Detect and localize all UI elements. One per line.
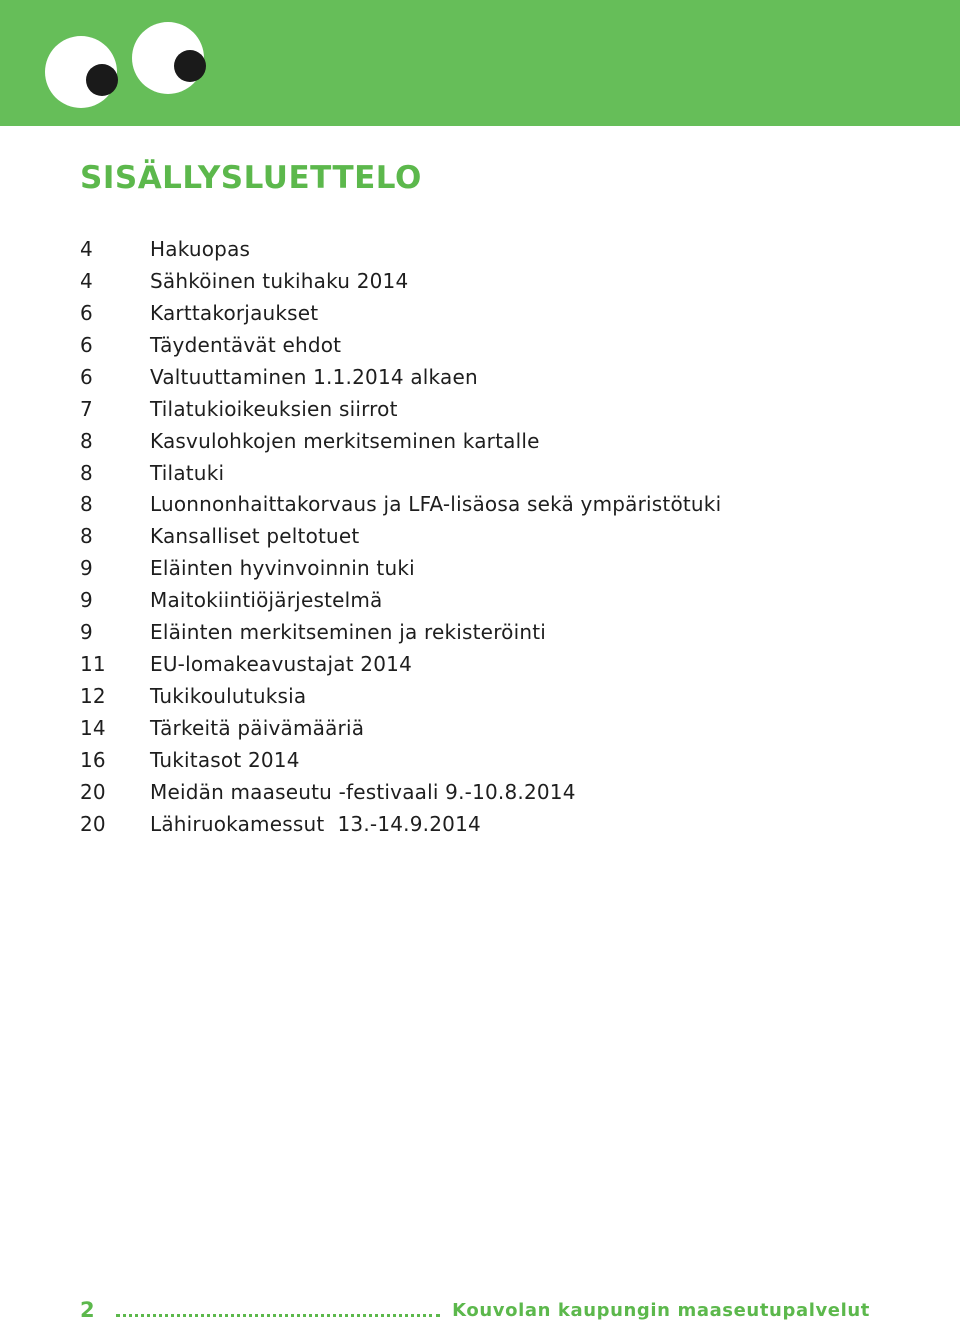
toc-page-number: 8 <box>80 524 93 549</box>
toc-entry-title: Tukitasot 2014 <box>150 747 300 772</box>
toc-entry <box>80 329 900 361</box>
toc-entry <box>80 744 900 776</box>
toc-entry <box>80 361 900 393</box>
toc-page-number: 12 <box>80 684 106 709</box>
toc-page-number: 20 <box>80 811 106 836</box>
toc-entry <box>80 297 900 329</box>
toc-entry-title: Valtuuttaminen 1.1.2014 alkaen <box>150 364 478 389</box>
toc-entry <box>80 776 900 808</box>
toc-page-number: 4 <box>80 268 93 293</box>
toc-page-number: 4 <box>80 236 93 261</box>
toc-entry <box>80 393 900 425</box>
toc-entry-title: Tukikoulutuksia <box>150 684 307 709</box>
toc-entry-title: Kasvulohkojen merkitseminen kartalle <box>150 428 540 453</box>
toc-entry <box>80 584 900 616</box>
header-band <box>0 0 960 126</box>
toc-entry <box>80 520 900 552</box>
toc-page-number: 8 <box>80 460 93 485</box>
toc-entry <box>80 648 900 680</box>
toc-entry-title: Tilatukioikeuksien siirrot <box>150 396 398 421</box>
toc-entry-title: Luonnonhaittakorvaus ja LFA-lisäosa sekä ympäristötuki <box>150 492 722 517</box>
toc-entry-title: Lähiruokamessut 13.-14.9.2014 <box>150 811 481 836</box>
toc-entry-title: EU-lomakeavustajat 2014 <box>150 652 412 677</box>
toc-page-number: 8 <box>80 492 93 517</box>
toc-page-number: 16 <box>80 747 106 772</box>
toc-entry <box>80 489 900 521</box>
toc-page-number: 9 <box>80 620 93 645</box>
toc-entry <box>80 457 900 489</box>
toc-entry-title: Tilatuki <box>150 460 225 485</box>
toc-entry-title: Meidän maaseutu -festivaali 9.-10.8.2014 <box>150 779 576 804</box>
toc-entry-title: Hakuopas <box>150 236 251 261</box>
toc-entry <box>80 233 900 265</box>
toc-page-number: 14 <box>80 716 106 741</box>
page-footer <box>80 1294 870 1326</box>
toc-entry-title: Karttakorjaukset <box>150 300 319 325</box>
toc-page-number: 9 <box>80 588 93 613</box>
toc-page-number: 6 <box>80 364 93 389</box>
toc-entry-title: Eläinten merkitseminen ja rekisteröinti <box>150 620 547 645</box>
toc-entry-title: Eläinten hyvinvoinnin tuki <box>150 556 415 581</box>
toc-entry-title: Sähköinen tukihaku 2014 <box>150 268 409 293</box>
table-of-contents <box>80 233 900 840</box>
toc-entry-title: Kansalliset peltotuet <box>150 524 360 549</box>
toc-entry-title: Tärkeitä päivämääriä <box>150 716 365 741</box>
eyes-icon <box>40 18 220 118</box>
toc-page-number: 7 <box>80 396 93 421</box>
toc-page-number: 6 <box>80 332 93 357</box>
footer-page-number: 2 <box>80 1298 95 1322</box>
page-title: SISÄLLYSLUETTELO <box>80 160 422 196</box>
toc-page-number: 9 <box>80 556 93 581</box>
toc-entry <box>80 616 900 648</box>
toc-page-number: 11 <box>80 652 106 677</box>
toc-entry-title: Maitokiintiöjärjestelmä <box>150 588 383 613</box>
toc-entry <box>80 712 900 744</box>
toc-page-number: 8 <box>80 428 93 453</box>
toc-page-number: 20 <box>80 779 106 804</box>
toc-entry <box>80 425 900 457</box>
toc-entry <box>80 552 900 584</box>
toc-entry-title: Täydentävät ehdot <box>150 332 342 357</box>
toc-page-number: 6 <box>80 300 93 325</box>
toc-entry <box>80 808 900 840</box>
footer-dotted-leader <box>116 1314 440 1317</box>
toc-entry <box>80 680 900 712</box>
toc-entry <box>80 265 900 297</box>
footer-organization: Kouvolan kaupungin maaseutupalvelut <box>452 1299 870 1321</box>
